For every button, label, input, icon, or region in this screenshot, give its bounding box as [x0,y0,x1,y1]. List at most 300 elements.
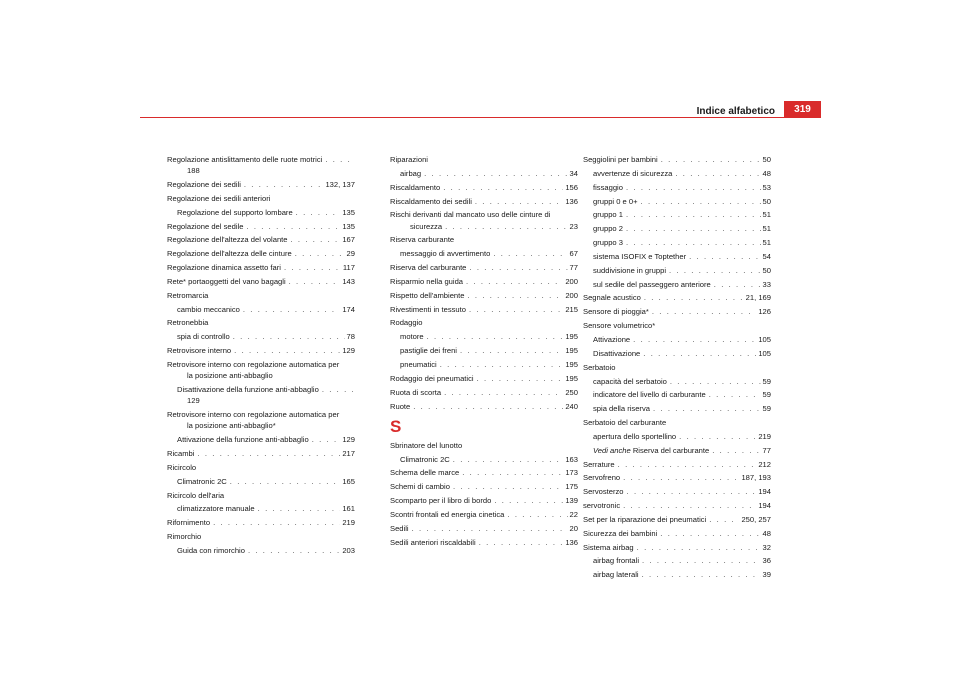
page-ref: 215 [565,304,578,314]
index-entry-line [583,403,771,414]
page-ref: 195 [565,332,578,342]
page-ref: 200 [565,276,578,286]
index-entry [583,417,771,428]
entry-term: Rispetto dell'ambiente [390,290,465,300]
index-entry [167,331,355,342]
entry-term: Ricambi [167,449,195,458]
entry-term: cambio meccanico [177,304,240,314]
leader-dots [679,431,756,442]
entry-term: Sicurezza dei bambini [583,528,658,538]
index-entry-line [390,373,578,384]
leader-dots [494,495,563,506]
page-ref: 29 [346,249,355,259]
index-entry [390,248,578,259]
entry-term: Servofreno [583,473,621,483]
entry-term: Sbrinatore del lunotto [390,440,463,450]
page-ref: 51 [762,224,771,234]
entry-term: climatizzatore manuale [177,504,255,514]
index-entry-line [167,262,355,273]
page-number-badge: 319 [784,101,821,118]
leader-dots [626,209,761,220]
index-entry [167,517,355,528]
index-entry [167,290,355,301]
entry-term: Schemi di cambio [390,482,450,492]
index-entry [390,345,578,356]
index-entry-line [167,221,355,232]
index-entry [390,317,578,328]
page-ref: 250, 257 [741,514,771,524]
entry-term: Climatronic 2C [177,476,227,486]
page-ref: 219 [758,431,771,441]
page-ref: 34 [569,168,578,178]
leader-dots [714,279,761,290]
page-ref: 51 [762,238,771,248]
leader-dots [643,348,756,359]
index-entry-line [390,276,578,287]
index-entry [167,221,355,232]
index-entry [583,306,771,317]
entry-term: Regolazione del sedile [167,221,244,231]
index-entry [390,304,578,315]
entry-term: Rischi derivanti dal mancato uso delle cinture di [390,210,551,220]
index-entry [167,304,355,315]
entry-term: Rivestimenti in tessuto [390,304,466,314]
entry-term: Scontri frontali ed energia cinetica [390,509,505,519]
entry-term: servotronic [583,501,621,511]
index-entry [167,531,355,542]
page-ref: 78 [346,332,355,342]
page-ref: 59 [762,404,771,414]
index-entry [583,389,771,400]
see-also-label: Vedi anche [593,445,633,455]
entry-term: gruppi 0 e 0+ [593,196,638,206]
page-ref: 36 [762,556,771,566]
entry-term: Ruote [390,401,411,411]
leader-dots [325,154,353,165]
entry-term: la posizione anti-abbaglio [187,371,273,381]
index-entry [390,387,578,398]
index-entry [390,154,578,165]
leader-dots [660,528,760,539]
leader-dots [289,276,341,287]
entry-term: Disattivazione [593,348,641,358]
entry-term: Retrovisore interno con regolazione automatica per [167,410,340,420]
page-ref: 39 [762,570,771,580]
index-entry-line [167,409,355,420]
entry-term: Ricircolo [167,462,197,472]
index-entry-line [583,528,771,539]
index-entry [167,345,355,356]
entry-term: Regolazione dinamica assetto fari [167,263,281,273]
index-entry-line [583,320,771,331]
index-entry [390,276,578,287]
entry-term: Serbatoio del carburante [583,418,667,428]
page-ref: 132, 137 [325,180,355,190]
index-entry-line [390,495,578,506]
entry-term: Regolazione antislittamento delle ruote motrici [167,155,323,164]
index-entry-line [583,555,771,566]
index-entry [390,401,578,412]
index-entry-line [583,209,771,220]
leader-dots [296,207,341,218]
index-entry [167,207,355,218]
index-entry-line [167,193,355,204]
index-entry-continuation [390,221,578,232]
entry-term: Sedili anteriori riscaldabili [390,537,476,547]
leader-dots [453,481,563,492]
index-entry-line [167,234,355,245]
leader-dots [453,454,564,465]
index-entry-line [583,348,771,359]
index-entry [390,182,578,193]
entry-term: Attivazione della funzione anti-abbaglio [177,435,309,445]
index-entry-line [583,154,771,165]
page-ref: 32 [762,542,771,552]
index-entry-line [583,223,771,234]
page-ref: 23 [569,221,578,231]
page-ref: 54 [762,251,771,261]
entry-term: Attivazione [593,334,631,344]
leader-dots [641,196,761,207]
entry-term: airbag [400,168,422,178]
leader-dots [623,500,756,511]
leader-dots [493,248,567,259]
entry-term: sistema ISOFIX e Toptether [593,251,687,261]
index-entry-line [167,345,355,356]
index-entry-line [167,517,355,528]
page-ref: 59 [762,376,771,386]
index-entry [167,154,355,176]
page-ref: 48 [762,168,771,178]
index-entry-line [390,248,578,259]
index-entry [583,223,771,234]
index-entry-line [583,486,771,497]
entry-term: Schema delle marce [390,468,460,478]
page-ref: 67 [569,249,578,259]
entry-term: Serbatoio [583,362,616,372]
index-entry [583,348,771,359]
entry-term: fissaggio [593,182,623,192]
leader-dots [248,545,340,556]
page-ref: 77 [569,263,578,273]
entry-term: Regolazione dell'altezza delle cinture [167,249,292,259]
leader-dots [633,334,756,345]
entry-term: Sistema airbag [583,542,634,552]
leader-dots [618,459,757,470]
index-entry-line [583,306,771,317]
entry-term: Rifornimento [167,518,211,528]
entry-term: gruppo 1 [593,210,623,220]
index-entry-line [583,472,771,483]
leader-dots [653,403,761,414]
index-entry [583,376,771,387]
page-ref: 20 [569,523,578,533]
index-entry-line [390,262,578,273]
index-entry [390,481,578,492]
leader-dots [234,345,340,356]
index-entry-line [583,265,771,276]
entry-term: Risparmio nella guida [390,276,464,286]
page-ref: 212 [758,459,771,469]
page-title: Indice alfabetico [696,106,775,117]
index-entry [583,196,771,207]
index-entry-line [390,290,578,301]
index-entry [583,279,771,290]
index-entry-line [583,514,771,525]
index-entry-line [390,182,578,193]
leader-dots [466,276,563,287]
page-ref: 174 [342,304,355,314]
index-entry [390,454,578,465]
index-entry-line [583,334,771,345]
index-entry [167,503,355,514]
index-entry-line [583,196,771,207]
leader-dots [467,290,563,301]
index-entry-line [583,182,771,193]
index-entry-line [167,448,355,459]
index-entry [583,168,771,179]
page-ref: 50 [762,155,771,164]
index-entry-continuation [167,420,355,431]
index-entry [583,209,771,220]
index-entry-line [583,459,771,470]
leader-dots [444,387,563,398]
leader-dots [197,448,340,459]
leader-dots [412,523,568,534]
page-ref: 22 [569,509,578,519]
page-ref: 136 [565,537,578,547]
index-entry-line [390,467,578,478]
leader-dots [284,262,341,273]
entry-term: Retromarcia [167,290,209,300]
index-entry-line [167,384,355,395]
entry-term: spia di controllo [177,332,230,342]
index-entry [390,331,578,342]
page-ref: 167 [342,235,355,245]
index-entry-continuation [167,370,355,381]
page-ref: 129 [342,346,355,356]
entry-term: Retrovisore interno con regolazione automatica per [167,360,340,370]
index-entry-line [167,179,355,190]
leader-dots [626,182,761,193]
index-entry [583,569,771,580]
page-ref: 117 [342,263,355,273]
leader-dots [642,569,761,580]
leader-dots [427,331,564,342]
page-ref: 194 [758,501,771,511]
entry-term: Ricircolo dell'aria [167,490,225,500]
index-entry [390,509,578,520]
entry-term: pastiglie dei freni [400,346,457,356]
page-ref: 195 [565,373,578,383]
leader-dots [626,223,761,234]
index-entry [390,290,578,301]
page-ref: 217 [342,449,355,458]
page-ref: 59 [762,390,771,400]
index-entry-line [167,476,355,487]
page-ref: 195 [565,346,578,356]
page-ref: 194 [758,487,771,497]
leader-dots [644,292,744,303]
index-entry-line [390,304,578,315]
entry-term: apertura dello sportellino [593,431,677,441]
entry-term: Vedi anche Riserva del carburante [593,445,710,455]
page-ref: 161 [342,504,355,514]
index-entry [390,467,578,478]
index-entry-line [167,154,355,165]
page-ref: 143 [342,276,355,286]
index-entry [583,362,771,373]
page-ref: 77 [762,445,771,455]
page-ref: 175 [565,482,578,492]
entry-term: Rodaggio dei pneumatici [390,373,474,383]
index-entry [583,472,771,483]
index-entry [167,248,355,259]
leader-dots [669,265,761,276]
leader-dots [623,472,739,483]
page-ref: 33 [762,279,771,289]
index-entry-line [583,376,771,387]
index-entry-line [583,431,771,442]
index-entry [390,209,578,231]
entry-term: pneumatici [400,360,437,370]
index-entry-line [390,154,578,165]
index-entry [390,537,578,548]
index-entry-line [390,345,578,356]
entry-term: Climatronic 2C [400,454,450,464]
entry-term: Retrovisore interno [167,346,232,356]
index-entry [583,528,771,539]
index-entry [390,196,578,207]
index-entry-line [390,359,578,370]
section-letter: S [390,416,402,436]
leader-dots [642,555,761,566]
leader-dots [675,168,760,179]
index-entry [390,262,578,273]
leader-dots [652,306,756,317]
index-entry-line [167,434,355,445]
index-entry [167,545,355,556]
entry-term: motore [400,332,424,342]
index-entry-line [167,359,355,370]
page-ref: 53 [762,182,771,192]
entry-term: Regolazione del supporto lombare [177,207,293,217]
index-entry-line [390,196,578,207]
index-entry [583,334,771,345]
index-entry [167,462,355,473]
index-entry-line [390,234,578,245]
leader-dots [712,445,760,456]
index-entry [167,359,355,381]
leader-dots [443,182,563,193]
index-entry [167,262,355,273]
entry-term: Rodaggio [390,318,423,328]
index-entry-line [583,251,771,262]
index-entry-line [167,545,355,556]
leader-dots [670,376,761,387]
leader-dots [258,503,341,514]
page-ref: 219 [342,518,355,528]
index-entry-line [583,389,771,400]
entry-term: Serrature [583,459,615,469]
index-entry-line [583,417,771,428]
index-entry-line [167,317,355,328]
entry-term: sul sedile del passeggero anteriore [593,279,711,289]
page-ref: 163 [565,454,578,464]
index-entry [167,193,355,204]
index-entry-line [583,279,771,290]
index-entry [390,373,578,384]
entry-term: Scomparto per il libro di bordo [390,496,492,506]
leader-dots [627,486,757,497]
page-ref: 165 [342,476,355,486]
index-entry-line [167,248,355,259]
index-entry [167,317,355,328]
index-entry-line [167,531,355,542]
index-entry [583,182,771,193]
entry-term: spia della riserva [593,404,650,414]
page-ref: 129 [187,396,200,406]
leader-dots [244,179,324,190]
index-entry-line [167,331,355,342]
index-entry [583,431,771,442]
entry-term: Riparazioni [390,155,428,164]
entry-term: Set per la riparazione dei pneumatici [583,514,707,524]
entry-term: airbag laterali [593,570,639,580]
entry-term: Regolazione dell'altezza del volante [167,235,288,245]
leader-dots [233,331,345,342]
index-entry [167,234,355,245]
index-entry [167,384,355,406]
entry-term: Sedili [390,523,409,533]
index-entry-line [167,290,355,301]
entry-term: sicurezza [410,221,443,231]
entry-term: Seggiolini per bambini [583,155,658,164]
page-ref: 156 [565,182,578,192]
index-column-3 [583,154,771,583]
index-entry [167,490,355,501]
index-entry-line [390,168,578,179]
entry-term: Rete* portaoggetti del vano bagagli [167,276,286,286]
page-ref: 136 [565,196,578,206]
entry-term: capacità del serbatoio [593,376,667,386]
leader-dots [462,467,563,478]
entry-term: Riserva carburante [390,235,455,245]
page-ref: 240 [565,401,578,411]
page-ref: 135 [342,207,355,217]
index-entry [390,168,578,179]
entry-term: Sensore di pioggia* [583,307,649,317]
page-ref: 173 [565,468,578,478]
index-entry-line [390,331,578,342]
index-entry-line [583,500,771,511]
leader-dots [709,389,761,400]
index-entry [583,555,771,566]
page-ref: 187, 193 [741,473,771,483]
header-rule [140,117,821,118]
index-entry-line [167,304,355,315]
index-entry-line [390,209,578,220]
leader-dots [440,359,564,370]
page-ref: 105 [758,334,771,344]
index-entry [583,403,771,414]
entry-term: avvertenze di sicurezza [593,168,673,178]
index-entry [390,440,578,451]
index-column-1 [167,154,355,559]
leader-dots [460,345,563,356]
leader-dots [626,237,761,248]
entry-term: Regolazione dei sedili anteriori [167,193,271,203]
